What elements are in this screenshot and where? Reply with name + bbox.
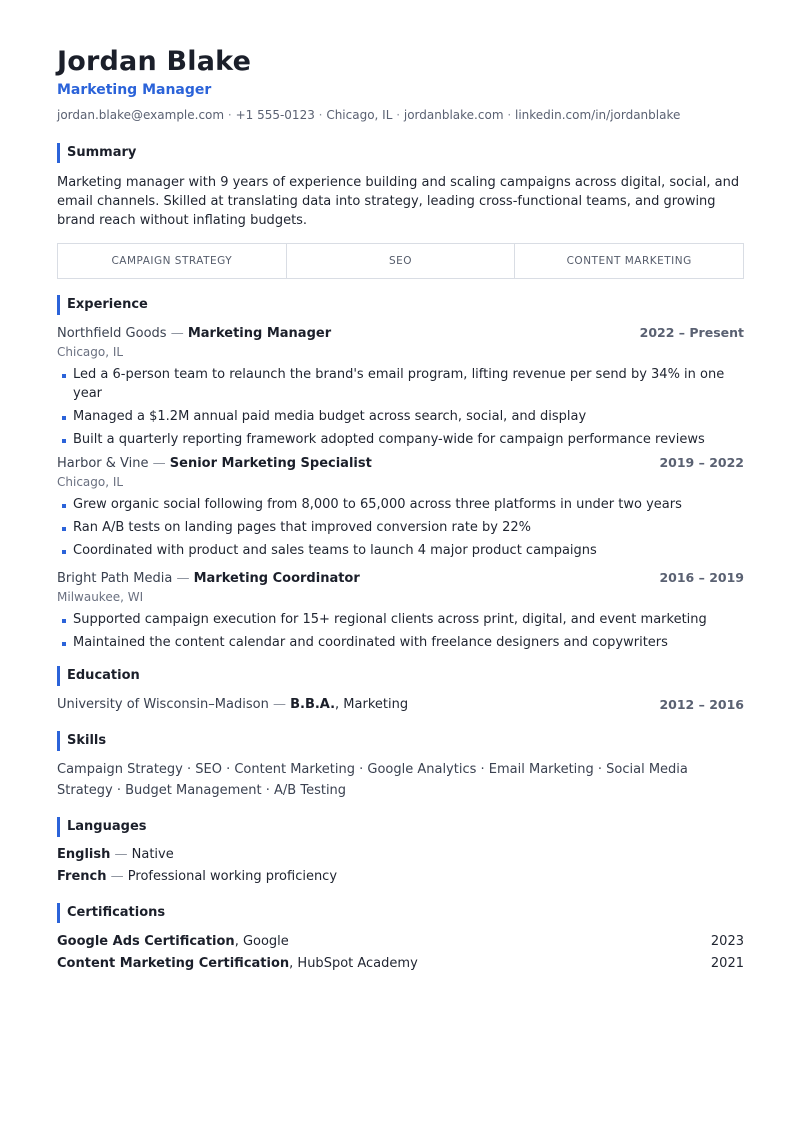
certification-issuer: , Google	[234, 934, 289, 949]
education-section	[57, 666, 744, 714]
certification-issuer: , HubSpot Academy	[289, 956, 418, 971]
job-company-title	[57, 569, 360, 588]
education-heading: Education	[57, 666, 744, 686]
skill-tag-bar	[57, 243, 744, 279]
job-company: Bright Path Media	[57, 571, 173, 586]
job-company-title	[57, 324, 331, 343]
job-company: Northfield Goods	[57, 326, 167, 341]
certification-year: 2023	[710, 934, 744, 949]
job-header	[57, 323, 744, 343]
certification-item	[57, 931, 744, 953]
dash-separator: —	[272, 697, 291, 712]
job-location: Milwaukee, WI	[57, 590, 144, 604]
summary-section	[57, 143, 744, 279]
certification-name: Content Marketing Certification	[57, 956, 290, 971]
job-company-title	[57, 454, 372, 473]
candidate-role: Marketing Manager	[57, 82, 212, 98]
contact-phone[interactable]: +1 555-0123	[235, 108, 315, 122]
job-bullets	[57, 495, 744, 560]
certification-detail	[57, 931, 289, 953]
language-level: Native	[131, 847, 174, 862]
certifications-section	[57, 903, 744, 975]
school-name: University of Wisconsin–Madison	[57, 697, 269, 712]
language-item	[57, 844, 744, 866]
resume-header	[57, 44, 744, 123]
education-dates: 2012 – 2016	[659, 697, 744, 712]
list-item: Supported campaign execution for 15+ regional clients across print, digital, and event marketing	[57, 610, 744, 629]
skills-text: Campaign Strategy · SEO · Content Marketing · Google Analytics · Email Marketing · Social Media Strategy · Budget Management · A/B Testing	[57, 762, 688, 798]
job-header	[57, 568, 744, 588]
resume-page	[57, 44, 744, 975]
job-bullets	[57, 610, 744, 652]
certification-name: Google Ads Certification	[57, 934, 235, 949]
job-dates: 2016 – 2019	[659, 570, 744, 585]
contact-separator: ·	[507, 108, 515, 122]
job-dates: 2019 – 2022	[659, 455, 744, 470]
job-company: Harbor & Vine	[57, 456, 149, 471]
education-detail	[57, 695, 408, 714]
contact-email[interactable]: jordan.blake@example.com	[57, 108, 225, 122]
skills-heading: Skills	[57, 731, 744, 751]
certification-item	[57, 953, 744, 975]
job-title: Marketing Coordinator	[193, 571, 360, 586]
job-bullets	[57, 365, 744, 449]
degree: B.B.A.	[290, 697, 336, 712]
job-header	[57, 453, 744, 473]
certifications-list	[57, 931, 744, 975]
skill-tag: CAMPAIGN STRATEGY	[58, 244, 287, 278]
experience-heading: Experience	[57, 295, 744, 315]
contact-location: Chicago, IL	[326, 108, 393, 122]
list-item: Maintained the content calendar and coordinated with freelance designers and copywriters	[57, 633, 744, 652]
dash-separator: —	[114, 847, 132, 862]
job-location: Chicago, IL	[57, 345, 124, 359]
list-item: Coordinated with product and sales teams to launch 4 major product campaigns	[57, 541, 744, 560]
job-dates: 2022 – Present	[639, 325, 744, 340]
languages-heading: Languages	[57, 817, 744, 837]
languages-section	[57, 817, 744, 888]
certification-detail	[57, 953, 418, 975]
language-name: English	[57, 847, 111, 862]
list-item: Ran A/B tests on landing pages that improved conversion rate by 22%	[57, 518, 744, 537]
summary-heading: Summary	[57, 143, 744, 163]
experience-section	[57, 295, 744, 652]
degree-field: , Marketing	[335, 697, 409, 712]
job-entry	[57, 568, 744, 652]
contact-linkedin[interactable]: linkedin.com/in/jordanblake	[514, 108, 681, 122]
contact-separator: ·	[227, 108, 236, 122]
dash-separator: —	[170, 326, 188, 341]
job-title: Senior Marketing Specialist	[169, 456, 372, 471]
job-title: Marketing Manager	[187, 326, 332, 341]
list-item: Built a quarterly reporting framework adopted company-wide for campaign performance reviews	[57, 430, 744, 449]
languages-list	[57, 844, 744, 888]
language-item	[57, 866, 744, 888]
certifications-heading: Certifications	[57, 903, 744, 923]
dash-separator: —	[152, 456, 170, 471]
list-item: Managed a $1.2M annual paid media budget across search, social, and display	[57, 407, 744, 426]
skill-tag: CONTENT MARKETING	[566, 255, 692, 267]
contact-separator: ·	[396, 108, 404, 122]
contact-website[interactable]: jordanblake.com	[403, 108, 504, 122]
job-location: Chicago, IL	[57, 475, 124, 489]
contact-line	[57, 107, 744, 123]
education-entry	[57, 695, 744, 714]
dash-separator: —	[110, 869, 128, 884]
list-item: Grew organic social following from 8,000 to 65,000 across three platforms in under two years	[57, 495, 744, 514]
skill-tag: SEO	[287, 244, 516, 278]
contact-separator: ·	[318, 108, 327, 122]
summary-text: Marketing manager with 9 years of experience building and scaling campaigns across digital, social, and email channels. Skilled at translating data into strategy, leading cross-functional teams, and growing brand reach without inflating budgets.	[57, 175, 740, 228]
certification-year: 2021	[710, 956, 744, 971]
skills-section	[57, 731, 744, 801]
dash-separator: —	[176, 571, 194, 586]
candidate-name: Jordan Blake	[57, 46, 252, 77]
list-item: Led a 6-person team to relaunch the brand's email program, lifting revenue per send by 34% in one year	[57, 365, 744, 403]
job-entry	[57, 323, 744, 449]
language-level: Professional working proficiency	[127, 869, 338, 884]
language-name: French	[57, 869, 107, 884]
job-entry	[57, 453, 744, 560]
